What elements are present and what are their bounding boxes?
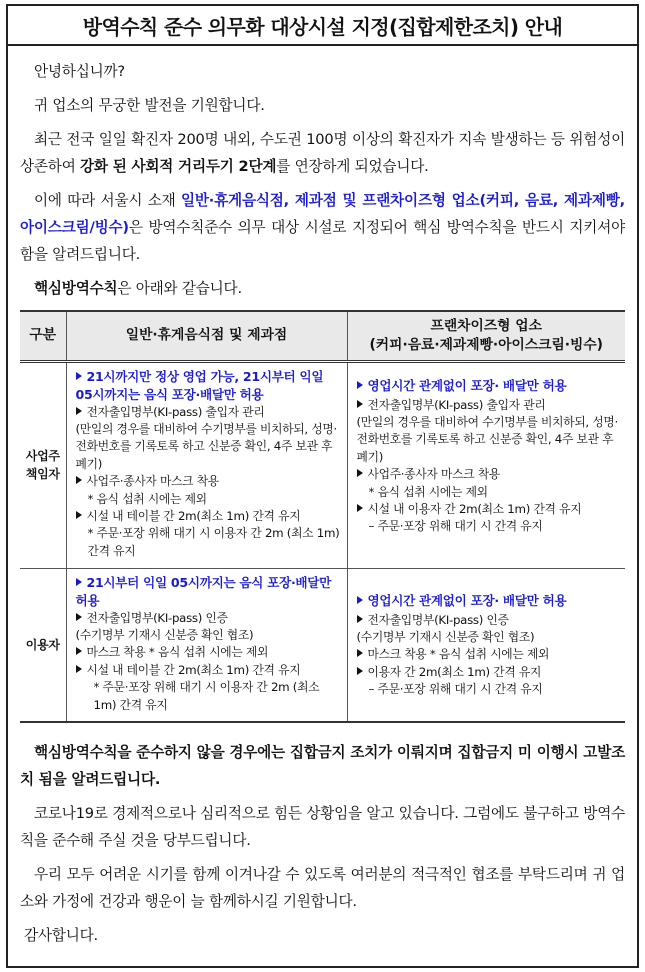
distancing-level: 강화 된 사회적 거리두기 2단계 (80, 158, 277, 175)
page-title: 방역수칙 준수 의무화 대상시설 지정(집합제한조치) 안내 (82, 14, 563, 39)
list-item: 전자출입명부(KI-pass) 출입자 관리 (76, 404, 341, 421)
penalty-warning: 핵심방역수칙을 준수하지 않을 경우에는 집합금지 조치가 이뤄지며 집합금지 미 이행시 고발조치 됨을 알려드립니다. (20, 744, 625, 788)
row-label-owner: 사업주 책임자 (20, 361, 66, 568)
table-header-row (20, 311, 625, 361)
title-bar (8, 6, 637, 46)
user-franchise-headline: 영업시간 관계없이 포장· 배달만 허용 (357, 592, 620, 610)
list-item: 마스크 착용 * 음식 섭취 시에는 제외 (357, 646, 620, 663)
thanks: 감사합니다. (24, 927, 98, 944)
list-item: 전자출입명부(KI-pass) 인증 (357, 612, 620, 629)
triangle-bullet-icon (76, 511, 82, 519)
triangle-bullet-icon (76, 613, 82, 621)
header-restaurant: 일반·휴게음식점 및 제과점 (66, 311, 347, 361)
triangle-bullet-icon (76, 578, 82, 586)
list-note: (수기명부 기재시 신분증 확인 협조) (75, 627, 254, 642)
notice-frame (6, 4, 639, 968)
table-row-owner (20, 361, 625, 568)
list-item: 시설 내 테이블 간 2m(최소 1m) 간격 유지 (76, 508, 341, 525)
list-note: – 주문·포장 위해 대기 시 간격 유지 (368, 682, 543, 697)
list-note: (만일의 경우를 대비하여 수기명부를 비치하되, 성명·전화번호를 기록토록 하고 신분증 확인, 4주 보관 후 폐기) (356, 414, 618, 464)
triangle-bullet-icon (357, 667, 363, 675)
triangle-bullet-icon (357, 381, 363, 389)
table-row-user (20, 568, 625, 722)
situation-paragraph: 최근 전국 일일 확진자 200명 내외, 수도권 100명 이상의 확진자가 지속 발생하는 등 위험성이 상존하여 강화 된 사회적 거리두기 2단계를 연장하게 되었습니다. (20, 131, 625, 175)
triangle-bullet-icon (76, 665, 82, 673)
header-franchise: 프랜차이즈형 업소 (커피·음료·제과제빵·아이스크림·빙수) (347, 311, 625, 361)
list-item: 전자출입명부(KI-pass) 인증 (76, 610, 341, 627)
owner-restaurant-headline: 21시까지만 정상 영업 가능, 21시부터 익일 05시까지는 음식 포장·배달만 허용 (75, 368, 324, 402)
triangle-bullet-icon (357, 469, 363, 477)
triangle-bullet-icon (357, 504, 363, 512)
rules-intro: 핵심방역수칙은 아래와 같습니다. (34, 280, 242, 297)
owner-franchise-rules (347, 361, 625, 568)
header-category: 구분 (20, 311, 66, 361)
list-note: * 음식 섭취 시에는 제외 (87, 491, 207, 506)
user-restaurant-rules (66, 568, 347, 722)
row-label-user: 이용자 (20, 568, 66, 722)
list-item: 전자출입명부(KI-pass) 출입자 관리 (357, 397, 620, 414)
list-item: 시설 내 이용자 간 2m(최소 1m) 간격 유지 (357, 501, 620, 518)
owner-restaurant-rules (66, 361, 347, 568)
list-note: * 주문·포장 위해 대기 시 이용자 간 2m (최소 1m) 간격 유지 (87, 526, 340, 558)
target-facilities: 일반·휴게음식점, 제과점 및 프랜차이즈형 업소(커피, 음료, 제과제빵, 아이스크림/빙수) (20, 192, 625, 236)
triangle-bullet-icon (357, 400, 363, 408)
triangle-bullet-icon (357, 596, 363, 604)
notice-body (8, 58, 637, 949)
user-restaurant-headline: 21시부터 익일 05시까지는 음식 포장·배달만 허용 (75, 574, 332, 608)
list-item: 시설 내 테이블 간 2m(최소 1m) 간격 유지 (76, 662, 341, 679)
list-note: * 주문·포장 위해 대기 시 이용자 간 2m (최소 1m) 간격 유지 (93, 680, 320, 712)
rules-table (20, 310, 625, 723)
list-note: (수기명부 기재시 신분증 확인 협조) (356, 629, 535, 644)
list-item: 이용자 간 2m(최소 1m) 간격 유지 (357, 664, 620, 681)
list-note: – 주문·포장 위해 대기 시 간격 유지 (368, 519, 543, 534)
owner-franchise-headline: 영업시간 관계없이 포장· 배달만 허용 (357, 377, 620, 395)
list-item: 사업주·종사자 마스크 착용 (76, 473, 341, 490)
triangle-bullet-icon (76, 647, 82, 655)
cooperation-paragraph: 우리 모두 어려운 시기를 함께 이겨나갈 수 있도록 여러분의 적극적인 협조를 부탁드리며 귀 업소와 가정에 건강과 행운이 늘 함께하시길 기원합니다. (20, 866, 625, 910)
triangle-bullet-icon (76, 407, 82, 415)
request-paragraph: 코로나19로 경제적으로나 심리적으로 힘든 상황임을 알고 있습니다. 그럼에도 불구하고 방역수칙을 준수해 주실 것을 당부드립니다. (20, 805, 625, 849)
triangle-bullet-icon (357, 615, 363, 623)
user-franchise-rules (347, 568, 625, 722)
greeting: 안녕하십니까? (34, 63, 125, 80)
triangle-bullet-icon (76, 476, 82, 484)
triangle-bullet-icon (76, 372, 82, 380)
list-note: (만일의 경우를 대비하여 수기명부를 비치하되, 성명·전화번호를 기록토록 하고 신분증 확인, 4주 보관 후 폐기) (75, 421, 337, 471)
list-note: * 음식 섭취 시에는 제외 (368, 484, 488, 499)
wish-paragraph: 귀 업소의 무궁한 발전을 기원합니다. (34, 97, 265, 114)
triangle-bullet-icon (357, 649, 363, 657)
designation-paragraph: 이에 따라 서울시 소재 일반·휴게음식점, 제과점 및 프랜차이즈형 업소(커피, 음료, 제과제빵, 아이스크림/빙수)은 방역수칙준수 의무 대상 시설로 지정되어 핵심 방역수칙을 반드시 지키셔야 함을 알려드립니다. (20, 192, 625, 263)
list-item: 사업주·종사자 마스크 착용 (357, 466, 620, 483)
list-item: 마스크 착용 * 음식 섭취 시에는 제외 (76, 644, 341, 661)
